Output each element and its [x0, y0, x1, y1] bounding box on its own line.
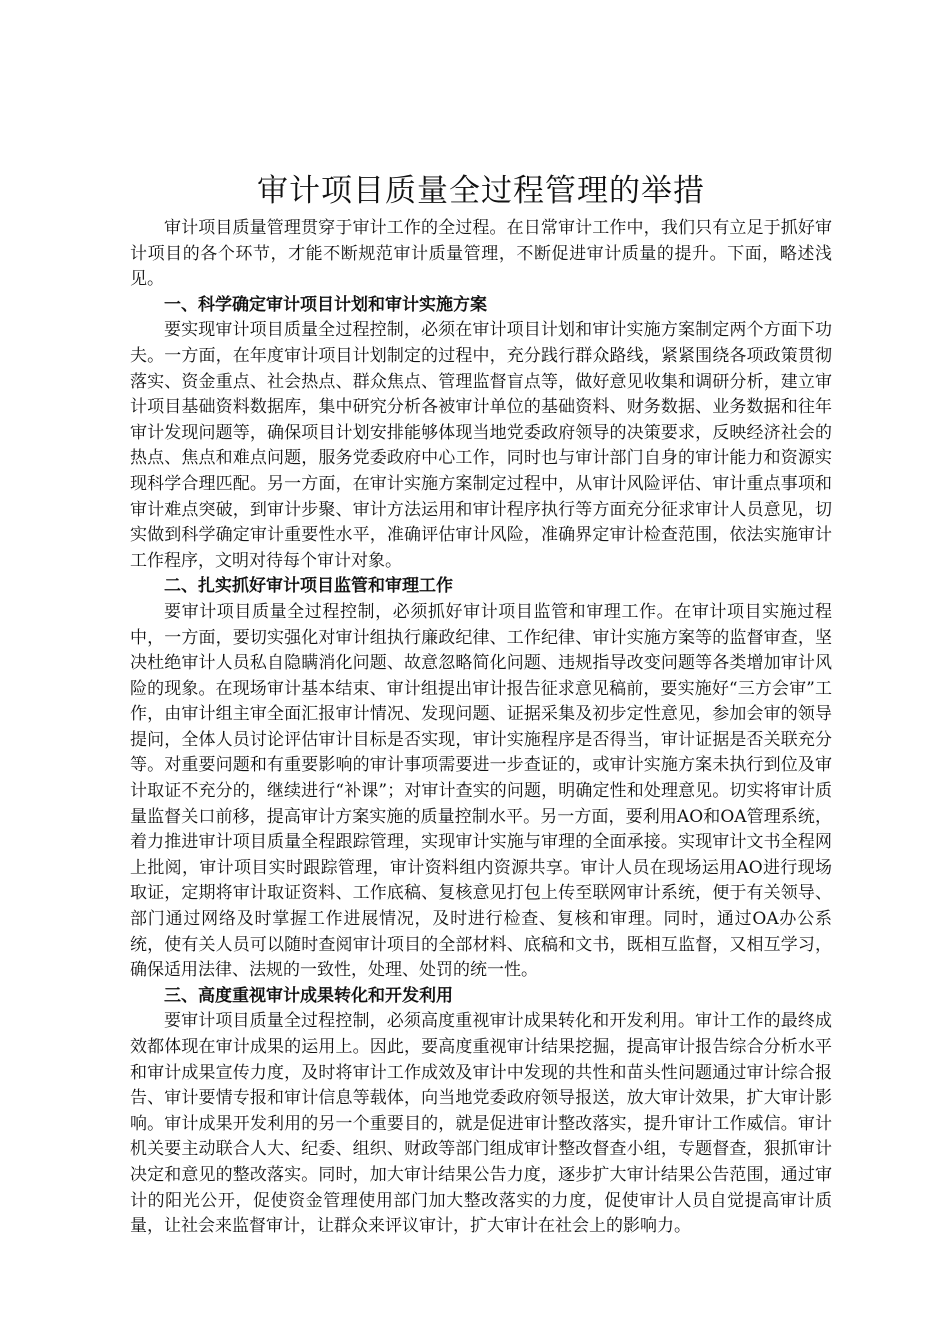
intro-paragraph: 审计项目质量管理贯穿于审计工作的全过程。在日常审计工作中，我们只有立足于抓好审计项目的各个环节，才能不断规范审计质量管理，不断促进审计质量的提升。下面，略述浅见。 — [130, 218, 832, 290]
document-title: 审计项目质量全过程管理的举措 — [257, 173, 705, 209]
section-1-body: 要实现审计项目质量全过程控制，必须在审计项目计划和审计实施方案制定两个方面下功夫。一方面，在年度审计项目计划制定的过程中，充分践行群众路线，紧紧围绕各项政策贯彻落实、资金重点、社会热点、群众焦点、管理监督盲点等，做好意见收集和调研分析，建立审计项目基础资料数据库，集中研究分析各被审计单位的基础资料、财务数据、业务数据和往年审计发现问题等，确保项目计划安排能够体现当地党委政府领导的决策要求，反映经济社会的热点、焦点和难点问题，服务党委政府中心工作，同时也与审计部门自身的审计能力和资源实现科学合理匹配。另一方面，在审计实施方案制定过程中，从审计风险评估、审计重点事项和审计难点突破，到审计步聚、审计方法运用和审计程序执行等方面充分征求审计人员意见，切实做到科学确定审计重要性水平，准确评估审计风险，准确界定审计检查范围，依法实施审计工作程序，文明对待每个审计对象。 — [130, 320, 832, 571]
section-3-heading: 三、高度重视审计成果转化和开发利用 — [164, 985, 453, 1006]
section-2-body: 要审计项目质量全过程控制，必须抓好审计项目监管和审理工作。在审计项目实施过程中，一方面，要切实强化对审计组执行廉政纪律、工作纪律、审计实施方案等的监督审查，坚决杜绝审计人员私自隐瞒消化问题、故意忽略简化问题、违规指导改变问题等各类增加审计风险的现象。在现场审计基本结束、审计组提出审计报告征求意见稿前，要实施好“三方会审”工作，由审计组主审全面汇报审计情况、发现问题、证据采集及初步定性意见，参加会审的领导提问，全体人员讨论评估审计目标是否实现，审计实施程序是否得当，审计证据是否关联充分等。对重要问题和有重要影响的审计事项需要进一步查证的，或审计实施方案未执行到位及审计取证不充分的，继续进行“补课”；对审计查实的问题，明确定性和处理意见。切实将审计质量监督关口前移，提高审计方案实施的质量控制水平。另一方面，要利用AO和OA管理系统，着力推进审计项目质量全程跟踪管理，实现审计实施与审理的全面承接。实现审计文书全程网上批阅，审计项目实时跟踪管理，审计资料组内资源共享。审计人员在现场运用AO进行现场取证，定期将审计取证资料、工作底稿、复核意见打包上传至联网审计系统，便于有关领导、部门通过网络及时掌握工作进展情况，及时进行检查、复核和审理。同时，通过OA办公系统，使有关人员可以随时查阅审计项目的全部材料、底稿和文书，既相互监督，又相互学习，确保适用法律、法规的一致性，处理、处罚的统一性。 — [130, 601, 832, 981]
document-page — [130, 168, 832, 1240]
section-1-heading: 一、科学确定审计项目计划和审计实施方案 — [164, 294, 487, 315]
section-3-body: 要审计项目质量全过程控制，必须高度重视审计成果转化和开发利用。审计工作的最终成效都体现在审计成果的运用上。因此，要高度重视审计结果挖掘，提高审计报告综合分析水平和审计成果宣传力度，及时将审计工作成效及审计中发现的共性和苗头性问题通过审计综合报告、审计要情专报和审计信息等载体，向当地党委政府领导报送，放大审计效果，扩大审计影响。审计成果开发利用的另一个重要目的，就是促进审计整改落实，提升审计工作威信。审计机关要主动联合人大、纪委、组织、财政等部门组成审计整改督查小组，专题督查，狠抓审计决定和意见的整改落实。同时，加大审计结果公告力度，逐步扩大审计结果公告范围，通过审计的阳光公开，促使资金管理使用部门加大整改落实的力度，促使审计人员自觉提高审计质量，让社会来监督审计，让群众来评议审计，扩大审计在社会上的影响力。 — [130, 1011, 832, 1237]
section-2-heading: 二、扎实抓好审计项目监管和审理工作 — [164, 576, 453, 597]
